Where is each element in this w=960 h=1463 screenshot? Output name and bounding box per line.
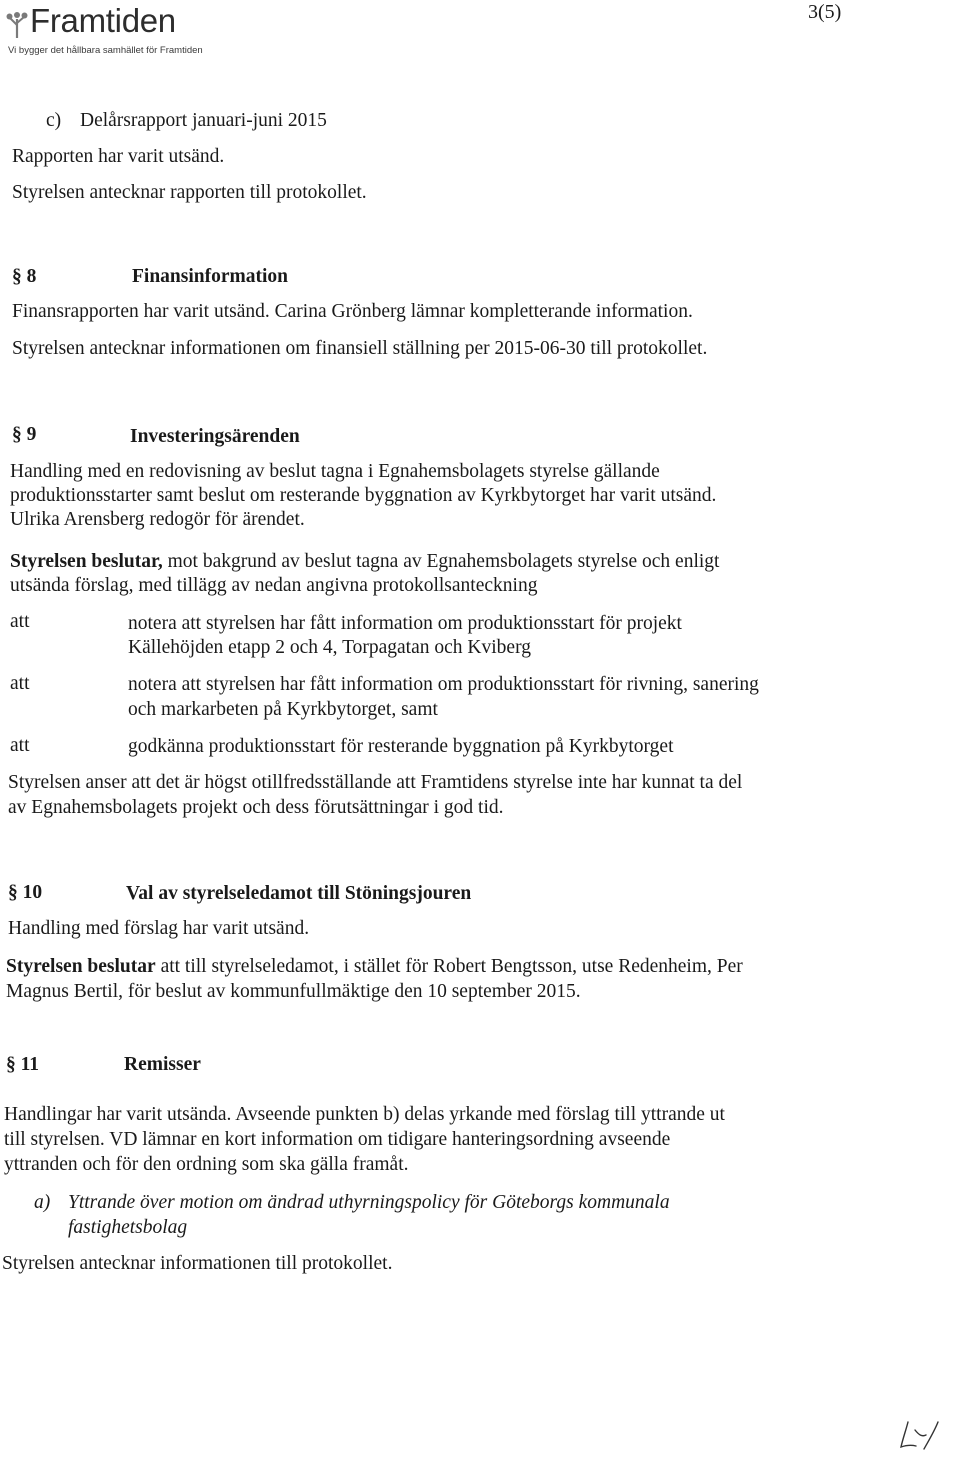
section-10-line: Handling med förslag har varit utsänd. — [8, 918, 310, 939]
att-item-line: Källehöjden etapp 2 och 4, Torpagatan och Kviberg — [128, 637, 531, 658]
section-11-line: yttranden och för den ordning som ska gälla framåt. — [4, 1154, 409, 1175]
section-10-decision — [6, 957, 743, 977]
att-item-line: och markarbeten på Kyrkbytorget, samt — [128, 699, 438, 720]
tree-logo-icon — [6, 9, 28, 39]
att-item-line: notera att styrelsen har fått information om produktionsstart för projekt — [128, 613, 682, 634]
section-9-number: § 9 — [12, 424, 37, 445]
section-10-number: § 10 — [8, 882, 43, 903]
decision-text: mot bakgrund av beslut tagna av Egnahemsbolagets styrelse och enligt — [167, 551, 720, 572]
att-item-line: notera att styrelsen har fått information om produktionsstart för rivning, sanering — [128, 674, 759, 695]
section-9-decision — [10, 552, 719, 572]
att-label: att — [10, 735, 30, 756]
section-9-conclusion-line: av Egnahemsbolagets projekt och dess förutsättningar i god tid. — [8, 797, 504, 818]
item-c-label: c) — [46, 110, 62, 131]
section-9-intro-line: Handling med en redovisning av beslut tagna i Egnahemsbolagets styrelse gällande — [10, 461, 660, 482]
section-11-line: till styrelsen. VD lämnar en kort information om tidigare hanteringsordning avseende — [4, 1129, 671, 1150]
section-11-title: Remisser — [124, 1054, 201, 1075]
section-11-closing: Styrelsen antecknar informationen till protokollet. — [2, 1253, 393, 1274]
decision-bold: Styrelsen beslutar, — [10, 551, 163, 572]
section-9-intro-line: Ulrika Arensberg redogör för ärendet. — [10, 509, 305, 530]
section-9-conclusion-line: Styrelsen anser att det är högst otillfredsställande att Framtidens styrelse inte har kunnat ta del — [8, 772, 743, 793]
section-11-item-a-line: Yttrande över motion om ändrad uthyrningspolicy för Göteborgs kommunala — [68, 1192, 670, 1213]
section-8-title: Finansinformation — [132, 266, 289, 287]
logo-name: Framtiden — [30, 2, 176, 39]
item-c-line: Styrelsen antecknar rapporten till protokollet. — [12, 182, 367, 203]
logo-tagline: Vi bygger det hållbara samhället för Framtiden — [8, 45, 203, 56]
att-item-line: godkänna produktionsstart för resterande byggnation på Kyrkbytorget — [128, 736, 674, 757]
item-c-line: Rapporten har varit utsänd. — [12, 146, 225, 167]
decision-text: att till styrelseledamot, i stället för Robert Bengtsson, utse Redenheim, Per — [160, 956, 743, 977]
section-9-intro-line: produktionsstarter samt beslut om resterande byggnation av Kyrkbytorget har varit utsänd. — [10, 485, 717, 506]
logo — [6, 2, 176, 40]
section-11-item-a-label: a) — [34, 1192, 51, 1213]
section-11-item-a-line: fastighetsbolag — [68, 1217, 188, 1238]
decision-bold: Styrelsen beslutar — [6, 956, 156, 977]
handwritten-initials-signature — [898, 1418, 944, 1452]
section-10-title: Val av styrelseledamot till Stöningsjouren — [126, 883, 472, 904]
item-c-title: Delårsrapport januari-juni 2015 — [80, 110, 327, 131]
att-label: att — [10, 673, 30, 694]
section-11-number: § 11 — [6, 1054, 40, 1075]
att-label: att — [10, 611, 30, 632]
section-10-decision-line: Magnus Bertil, för beslut av kommunfullmäktige den 10 september 2015. — [6, 981, 581, 1002]
section-11-line: Handlingar har varit utsända. Avseende punkten b) delas yrkande med förslag till yttrande ut — [4, 1104, 725, 1125]
section-8-number: § 8 — [12, 266, 37, 287]
section-9-title: Investeringsärenden — [130, 426, 300, 447]
section-8-line: Styrelsen antecknar informationen om finansiell ställning per 2015-06-30 till protokollet. — [12, 338, 708, 359]
section-8-line: Finansrapporten har varit utsänd. Carina Grönberg lämnar kompletterande information. — [12, 301, 693, 322]
section-9-decision-line: utsända förslag, med tillägg av nedan angivna protokollsanteckning — [10, 575, 538, 596]
page-number: 3(5) — [808, 1, 842, 23]
